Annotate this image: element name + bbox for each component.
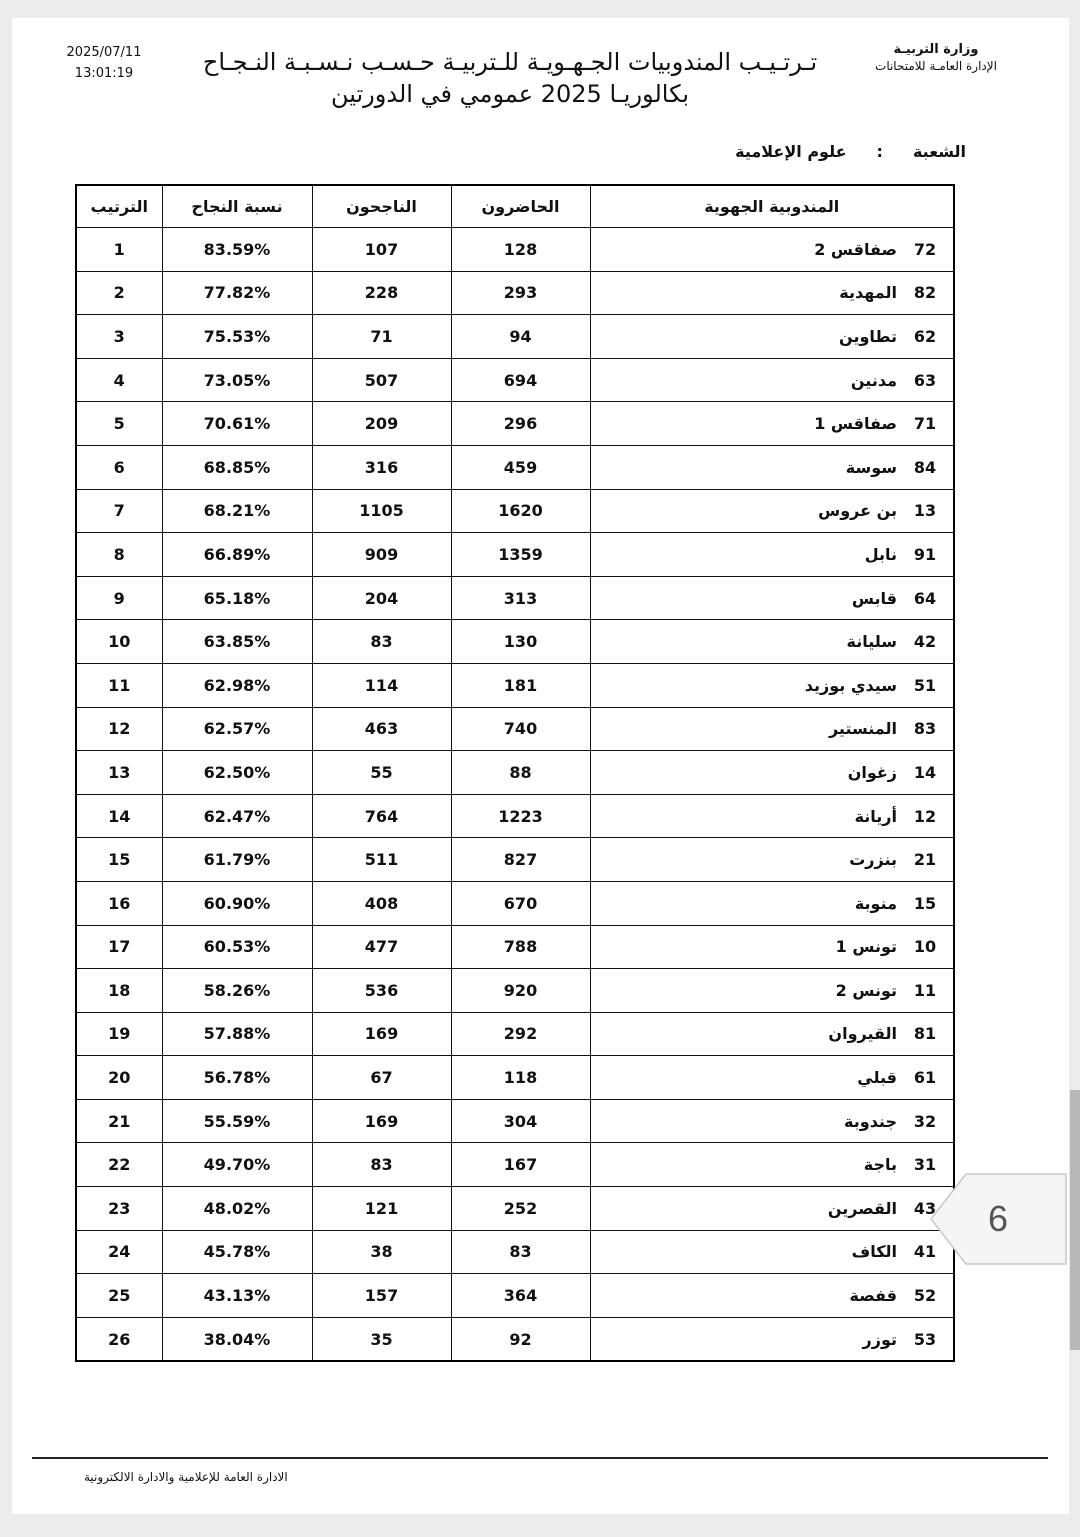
region-name: صفاقس 2 (814, 239, 897, 259)
rank-cell: 19 (76, 1012, 162, 1056)
rank-cell: 7 (76, 489, 162, 533)
region-name: القيروان (828, 1024, 897, 1044)
table-row (76, 533, 954, 577)
rank-cell: 2 (76, 271, 162, 315)
present-cell: 304 (451, 1099, 590, 1143)
passed-cell: 55 (312, 751, 451, 795)
region-code: 31 (913, 1155, 937, 1175)
present-cell: 292 (451, 1012, 590, 1056)
region-cell (590, 402, 954, 446)
region-name: بن عروس (818, 501, 897, 521)
rank-cell: 4 (76, 358, 162, 402)
region-name: سليانة (846, 632, 897, 652)
region-code: 21 (913, 850, 937, 870)
department-name: الإدارة العامـة للامتحانات (875, 59, 997, 73)
page-number-badge[interactable] (930, 1172, 1068, 1266)
table-header-row (76, 185, 954, 228)
region-name: المهدية (839, 283, 897, 303)
region-cell (590, 1012, 954, 1056)
table-row (76, 620, 954, 664)
region-name: توزر (862, 1329, 897, 1349)
region-code: 64 (913, 588, 937, 608)
passed-cell: 316 (312, 445, 451, 489)
present-cell: 694 (451, 358, 590, 402)
table-row (76, 489, 954, 533)
rank-cell: 10 (76, 620, 162, 664)
region-cell (590, 925, 954, 969)
present-cell: 788 (451, 925, 590, 969)
rank-cell: 13 (76, 751, 162, 795)
print-timestamp (56, 42, 152, 84)
present-cell: 670 (451, 881, 590, 925)
table-row (76, 576, 954, 620)
rank-cell: 5 (76, 402, 162, 446)
passed-cell: 909 (312, 533, 451, 577)
rank-cell: 20 (76, 1056, 162, 1100)
header-present: الحاضرون (451, 185, 590, 228)
region-cell (590, 1230, 954, 1274)
region-cell (590, 969, 954, 1013)
region-code: 81 (913, 1024, 937, 1044)
table-row (76, 707, 954, 751)
region-code: 51 (913, 675, 937, 695)
rank-cell: 12 (76, 707, 162, 751)
rate-cell: 57.88% (162, 1012, 312, 1056)
passed-cell: 121 (312, 1187, 451, 1231)
header-region: المندوبية الجهوية (590, 185, 954, 228)
rate-cell: 43.13% (162, 1274, 312, 1318)
present-cell: 1359 (451, 533, 590, 577)
table-row (76, 1187, 954, 1231)
region-name: تونس 1 (835, 937, 897, 957)
ministry-name: وزارة التربيـة (893, 42, 979, 57)
present-cell: 130 (451, 620, 590, 664)
region-cell (590, 707, 954, 751)
rank-cell: 22 (76, 1143, 162, 1187)
region-cell (590, 228, 954, 272)
rate-cell: 70.61% (162, 402, 312, 446)
present-cell: 167 (451, 1143, 590, 1187)
rate-cell: 60.90% (162, 881, 312, 925)
table-row (76, 838, 954, 882)
scrollbar[interactable] (1070, 1090, 1080, 1350)
rate-cell: 75.53% (162, 315, 312, 359)
region-code: 12 (913, 806, 937, 826)
region-code: 63 (913, 370, 937, 390)
present-cell: 459 (451, 445, 590, 489)
table-row (76, 751, 954, 795)
region-cell (590, 881, 954, 925)
table-row (76, 1056, 954, 1100)
rank-cell: 16 (76, 881, 162, 925)
present-cell: 92 (451, 1317, 590, 1361)
rate-cell: 48.02% (162, 1187, 312, 1231)
rate-cell: 66.89% (162, 533, 312, 577)
passed-cell: 408 (312, 881, 451, 925)
table-row (76, 445, 954, 489)
region-cell (590, 1056, 954, 1100)
header-rate: نسبة النجاح (162, 185, 312, 228)
region-code: 52 (913, 1286, 937, 1306)
present-cell: 313 (451, 576, 590, 620)
page-number: 6 (988, 1198, 1009, 1239)
rate-cell: 77.82% (162, 271, 312, 315)
region-cell (590, 1187, 954, 1231)
region-code: 91 (913, 544, 937, 564)
rate-cell: 56.78% (162, 1056, 312, 1100)
region-name: تطاوين (839, 326, 897, 346)
region-code: 71 (913, 414, 937, 434)
rank-cell: 3 (76, 315, 162, 359)
region-cell (590, 751, 954, 795)
region-name: نابل (864, 544, 897, 564)
region-code: 53 (913, 1329, 937, 1349)
table-body (76, 228, 954, 1362)
table-row (76, 315, 954, 359)
rate-cell: 62.47% (162, 794, 312, 838)
table-row (76, 1143, 954, 1187)
rate-cell: 62.57% (162, 707, 312, 751)
passed-cell: 83 (312, 620, 451, 664)
present-cell: 1620 (451, 489, 590, 533)
table-row (76, 228, 954, 272)
region-cell (590, 358, 954, 402)
region-name: القصرين (827, 1198, 897, 1218)
passed-cell: 83 (312, 1143, 451, 1187)
region-cell (590, 838, 954, 882)
region-code: 10 (913, 937, 937, 957)
rank-cell: 11 (76, 663, 162, 707)
present-cell: 94 (451, 315, 590, 359)
header-rank: الترتيب (76, 185, 162, 228)
rank-cell: 8 (76, 533, 162, 577)
rank-cell: 15 (76, 838, 162, 882)
passed-cell: 169 (312, 1099, 451, 1143)
passed-cell: 204 (312, 576, 451, 620)
table-row (76, 969, 954, 1013)
region-cell (590, 1099, 954, 1143)
region-code: 62 (913, 326, 937, 346)
table-row (76, 663, 954, 707)
region-code: 61 (913, 1068, 937, 1088)
passed-cell: 228 (312, 271, 451, 315)
region-code: 83 (913, 719, 937, 739)
rank-cell: 9 (76, 576, 162, 620)
region-code: 43 (913, 1198, 937, 1218)
ministry-header (856, 42, 1016, 73)
present-cell: 118 (451, 1056, 590, 1100)
region-name: بنزرت (849, 850, 897, 870)
present-cell: 181 (451, 663, 590, 707)
rate-cell: 62.98% (162, 663, 312, 707)
rate-cell: 55.59% (162, 1099, 312, 1143)
region-name: أريانة (854, 806, 897, 826)
rate-cell: 62.50% (162, 751, 312, 795)
region-name: سوسة (845, 457, 897, 477)
region-name: قبلي (857, 1068, 897, 1088)
region-cell (590, 315, 954, 359)
present-cell: 740 (451, 707, 590, 751)
rate-cell: 68.21% (162, 489, 312, 533)
table-row (76, 881, 954, 925)
region-cell (590, 489, 954, 533)
print-date: 2025/07/11 (66, 45, 142, 60)
footer-divider (32, 1457, 1048, 1459)
rank-cell: 25 (76, 1274, 162, 1318)
rank-cell: 1 (76, 228, 162, 272)
table-row (76, 271, 954, 315)
region-code: 42 (913, 632, 937, 652)
rank-cell: 6 (76, 445, 162, 489)
title-line-1: تـرتـيـب المندوبيات الجـهـويـة للـتربيـة حـسـب نـسـبـة النـجـاح (202, 48, 818, 76)
region-name: منوبة (854, 893, 897, 913)
region-name: صفاقس 1 (814, 414, 897, 434)
rate-cell: 58.26% (162, 969, 312, 1013)
rate-cell: 83.59% (162, 228, 312, 272)
region-name: سيدي بوزيد (804, 675, 897, 695)
passed-cell: 71 (312, 315, 451, 359)
table-row (76, 1012, 954, 1056)
region-code: 14 (913, 762, 937, 782)
passed-cell: 209 (312, 402, 451, 446)
branch-line (700, 142, 966, 161)
region-cell (590, 1317, 954, 1361)
rate-cell: 63.85% (162, 620, 312, 664)
branch-colon: : (876, 142, 883, 161)
footer-text: الادارة العامة للإعلامية والادارة الالكترونية (84, 1470, 288, 1484)
passed-cell: 67 (312, 1056, 451, 1100)
rank-cell: 26 (76, 1317, 162, 1361)
region-name: الكاف (851, 1242, 897, 1262)
present-cell: 88 (451, 751, 590, 795)
rate-cell: 73.05% (162, 358, 312, 402)
table-row (76, 925, 954, 969)
branch-label: الشعبة (912, 142, 966, 161)
passed-cell: 463 (312, 707, 451, 751)
region-cell (590, 1274, 954, 1318)
passed-cell: 169 (312, 1012, 451, 1056)
rank-cell: 24 (76, 1230, 162, 1274)
region-code: 32 (913, 1111, 937, 1131)
rank-cell: 14 (76, 794, 162, 838)
rate-cell: 60.53% (162, 925, 312, 969)
rate-cell: 65.18% (162, 576, 312, 620)
region-name: قفصة (849, 1286, 897, 1306)
region-cell (590, 620, 954, 664)
table-row (76, 402, 954, 446)
passed-cell: 35 (312, 1317, 451, 1361)
present-cell: 83 (451, 1230, 590, 1274)
region-code: 13 (913, 501, 937, 521)
print-time: 13:01:19 (74, 66, 134, 81)
region-cell (590, 1143, 954, 1187)
table-row (76, 1230, 954, 1274)
table-row (76, 1099, 954, 1143)
region-name: قابس (851, 588, 897, 608)
passed-cell: 536 (312, 969, 451, 1013)
region-code: 82 (913, 283, 937, 303)
present-cell: 128 (451, 228, 590, 272)
passed-cell: 477 (312, 925, 451, 969)
region-code: 11 (913, 980, 937, 1000)
rank-cell: 17 (76, 925, 162, 969)
region-cell (590, 533, 954, 577)
header-passed: الناجحون (312, 185, 451, 228)
passed-cell: 764 (312, 794, 451, 838)
title-line-2: بكالوريـا 2025 عمومي في الدورتين (330, 80, 690, 108)
table-row (76, 1274, 954, 1318)
region-cell (590, 271, 954, 315)
present-cell: 252 (451, 1187, 590, 1231)
region-cell (590, 445, 954, 489)
passed-cell: 107 (312, 228, 451, 272)
present-cell: 920 (451, 969, 590, 1013)
present-cell: 293 (451, 271, 590, 315)
region-cell (590, 576, 954, 620)
table-row (76, 358, 954, 402)
present-cell: 296 (451, 402, 590, 446)
passed-cell: 114 (312, 663, 451, 707)
passed-cell: 1105 (312, 489, 451, 533)
rate-cell: 38.04% (162, 1317, 312, 1361)
present-cell: 827 (451, 838, 590, 882)
rate-cell: 68.85% (162, 445, 312, 489)
present-cell: 1223 (451, 794, 590, 838)
region-code: 41 (913, 1242, 937, 1262)
rate-cell: 49.70% (162, 1143, 312, 1187)
region-cell (590, 663, 954, 707)
region-code: 84 (913, 457, 937, 477)
rank-cell: 21 (76, 1099, 162, 1143)
passed-cell: 157 (312, 1274, 451, 1318)
table-row (76, 794, 954, 838)
passed-cell: 507 (312, 358, 451, 402)
region-cell (590, 794, 954, 838)
table-row (76, 1317, 954, 1361)
rank-cell: 23 (76, 1187, 162, 1231)
passed-cell: 511 (312, 838, 451, 882)
rate-cell: 45.78% (162, 1230, 312, 1274)
region-code: 15 (913, 893, 937, 913)
branch-value: علوم الإعلامية (735, 142, 847, 161)
results-table (75, 184, 955, 1362)
rank-cell: 18 (76, 969, 162, 1013)
region-name: باجة (863, 1155, 897, 1175)
rate-cell: 61.79% (162, 838, 312, 882)
passed-cell: 38 (312, 1230, 451, 1274)
region-name: مدنين (850, 370, 897, 390)
document-title (180, 46, 840, 110)
region-name: زغوان (847, 762, 897, 782)
region-name: جندوبة (844, 1111, 897, 1131)
present-cell: 364 (451, 1274, 590, 1318)
region-code: 72 (913, 239, 937, 259)
region-name: المنستير (828, 719, 897, 739)
region-name: تونس 2 (835, 980, 897, 1000)
